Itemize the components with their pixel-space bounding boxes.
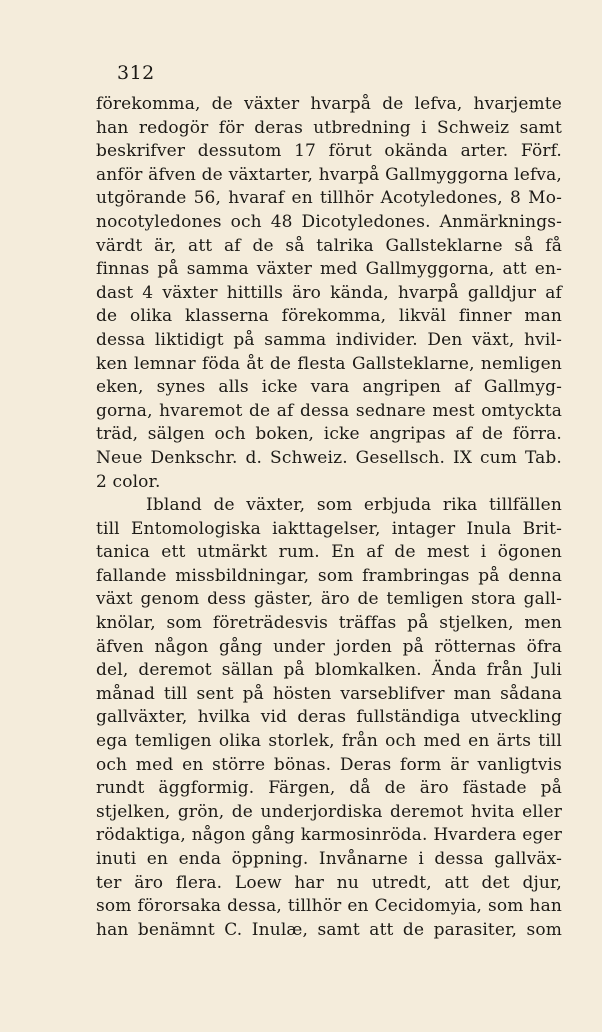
text-line: han benämnt C. Inulæ, samt att de parasiter, som (96, 919, 562, 940)
text-line: tanica ett utmärkt rum. En af de mest i ögonen (96, 542, 562, 563)
text-line: dast 4 växter hittills äro kända, hvarpå galldjur af (96, 282, 562, 303)
text-line: finnas på samma växter med Gallmyggorna, att en- (96, 259, 562, 280)
text-line: träd, sälgen och boken, icke angripas af de förra. (96, 424, 562, 445)
text-line: beskrifver dessutom 17 förut okända arter. Förf. (96, 141, 562, 162)
text-line: han redogör för deras utbredning i Schweiz samt (96, 117, 562, 138)
text-line: och med en större bönas. Deras form är vanligtvis (96, 754, 562, 775)
text-line: som förorsaka dessa, tillhör en Cecidomyia, som han (96, 896, 562, 917)
text-line: de olika klasserna förekomma, likväl finner man (96, 306, 562, 327)
text-line: gallväxter, hvilka vid deras fullständiga utveckling (96, 707, 562, 728)
text-line: inuti en enda öppning. Invånarne i dessa gallväx- (96, 849, 562, 869)
text-line: ter äro flera. Loew har nu utredt, att det djur, (96, 872, 562, 893)
text-line: ken lemnar föda åt de flesta Gallsteklarne, nemligen (96, 353, 562, 374)
text-line: dessa liktidigt på samma individer. Den växt, hvil- (96, 329, 562, 350)
text-line: Neue Denkschr. d. Schweiz. Gesellsch. IX cum Tab. (96, 447, 562, 468)
text-line: eken, synes alls icke vara angripen af Gallmyg- (96, 377, 562, 398)
text-line: rödaktiga, någon gång karmosinröda. Hvardera eger (96, 825, 562, 846)
text-line: knölar, som företrädesvis träffas på stjelken, men (96, 613, 562, 634)
text-line: månad till sent på hösten varseblifver man sådana (96, 683, 562, 704)
text-line: gorna, hvaremot de af dessa sednare mest omtyckta (96, 400, 562, 421)
body-text (96, 93, 562, 942)
text-line: stjelken, grön, de underjordiska deremot hvita eller (96, 801, 562, 822)
text-line: 2 color. (96, 471, 161, 492)
text-line: äfven någon gång under jorden på rötternas öfra (96, 636, 562, 657)
text-line: fallande missbildningar, som frambringas på denna (96, 565, 562, 586)
text-line: utgörande 56, hvaraf en tillhör Acotyledones, 8 Mo- (96, 188, 562, 209)
text-line: förekomma, de växter hvarpå de lefva, hvarjemte (96, 94, 562, 114)
text-line: till Entomologiska iakttagelser, intager Inula Brit- (96, 518, 562, 539)
text-line: anför äfven de växtarter, hvarpå Gallmyggorna lefva, (96, 164, 562, 185)
text-line: rundt äggformig. Färgen, då de äro fästade på (96, 778, 562, 799)
text-line: växt genom dess gäster, äro de temligen stora gall- (96, 589, 562, 610)
text-line: nocotyledones och 48 Dicotyledones. Anmärknings- (96, 211, 562, 232)
page-number: 312 (117, 62, 155, 84)
paragraph-start-line: Ibland de växter, som erbjuda rika tillfällen (146, 495, 562, 516)
text-line: ega temligen olika storlek, från och med en ärts till (96, 731, 562, 752)
text-line: värdt är, att af de så talrika Gallsteklarne så få (96, 235, 562, 256)
text-line: del, deremot sällan på blomkalken. Ända från Juli (96, 660, 562, 681)
